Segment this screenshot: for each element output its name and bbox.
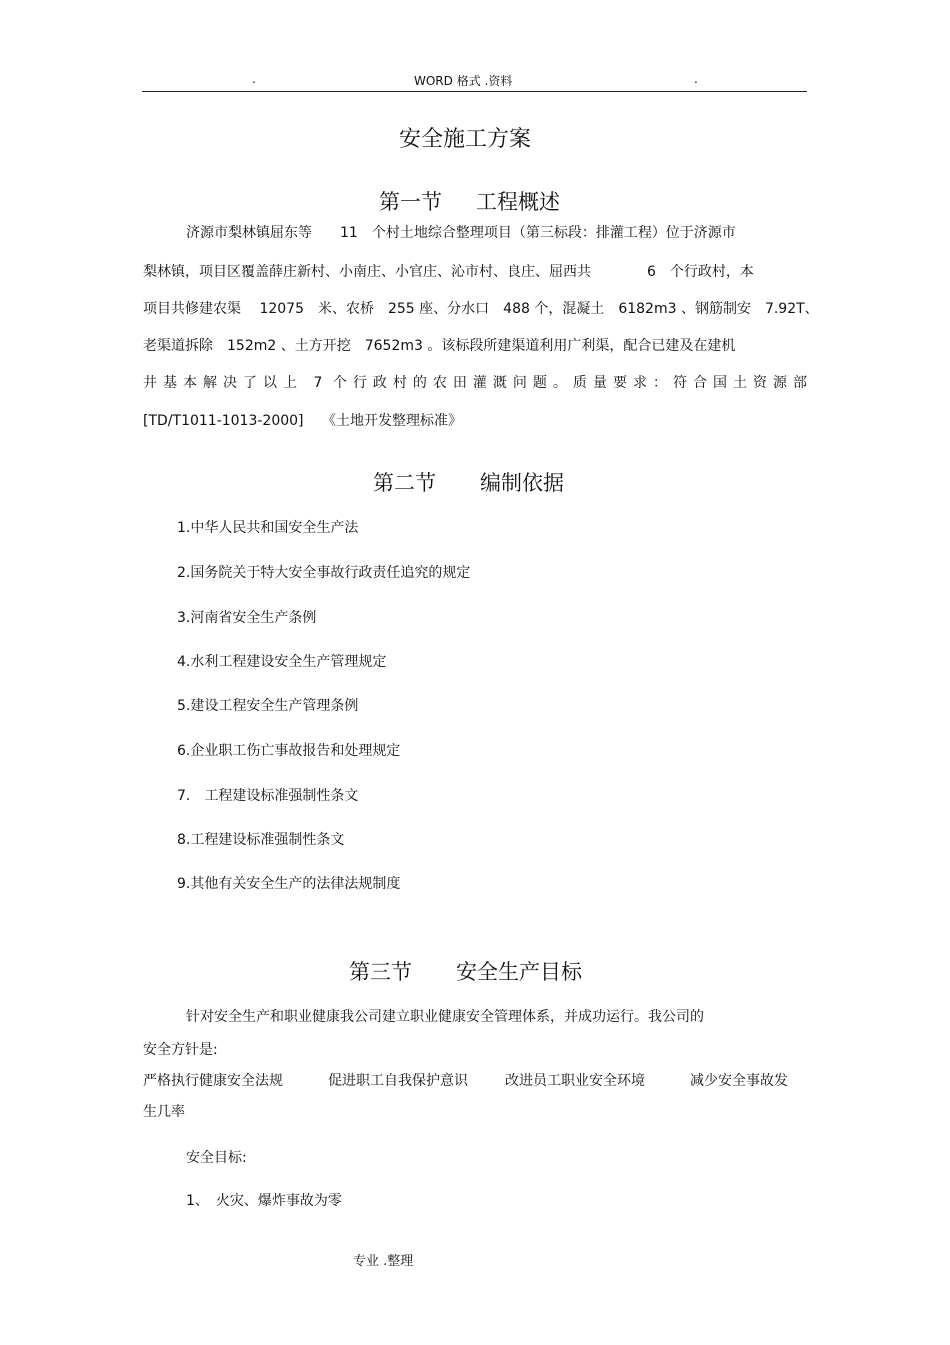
basis-item-1: 1.中华人民共和国安全生产法 [177,520,359,536]
basis-item-8: 8.工程建设标准强制性条文 [177,832,345,848]
section1-line-1: 济源市梨林镇屈东等 11 个村土地综合整理项目（第三标段：排灌工程）位于济源市 [186,225,736,241]
document-title: 安全施工方案 [399,127,532,152]
basis-item-6: 6.企业职工伤亡事故报告和处理规定 [177,743,401,759]
policy-item-1: 严格执行健康安全法规 [143,1073,283,1089]
basis-item-2: 2.国务院关于特大安全事故行政责任追究的规定 [177,565,471,581]
section1-line-6: [TD/T1011-1013-2000] 《土地开发整理标准》 [143,413,462,429]
policy-continuation: 生几率 [143,1104,185,1120]
header-right-dot: . [694,72,698,86]
safety-goal-1: 1、 火灾、爆炸事故为零 [186,1193,342,1209]
section2-heading [373,467,564,497]
basis-item-3: 3.河南省安全生产条例 [177,610,317,626]
header-center-text: WORD 格式 .资料 [414,74,513,88]
basis-item-5: 5.建设工程安全生产管理条例 [177,698,359,714]
policy-item-3: 改进员工职业安全环境 [505,1073,645,1089]
section3-intro-line-2: 安全方针是: [143,1042,218,1058]
safety-goal-label: 安全目标: [186,1150,247,1166]
page-footer: 专业 .整理 [353,1254,414,1269]
section1-line-5: 井基本解决了以上 7 个行政村的农田灌溉问题。质量要求：符合国土资源部 [143,375,807,391]
policy-item-4: 减少安全事故发 [690,1073,788,1089]
header-rule [142,91,807,92]
section3-heading [349,956,582,986]
section1-number: 第一节 [379,190,442,214]
section2-number: 第二节 [373,471,436,495]
section3-number: 第三节 [349,960,412,984]
section1-line-4: 老渠道拆除 152m2 、土方开挖 7652m3 。该标段所建渠道利用广利渠，配合已建及在建机 [143,338,736,354]
basis-item-9: 9.其他有关安全生产的法律法规制度 [177,876,401,892]
section1-line-3: 项目共修建农渠 12075 米、农桥 255 座、分水口 488 个，混凝土 6182m3 、钢筋制安 7.92T、 [143,301,819,317]
section3-name: 安全生产目标 [456,960,582,984]
basis-item-4: 4.水利工程建设安全生产管理规定 [177,654,387,670]
section1-heading [379,186,560,216]
section1-name: 工程概述 [476,190,560,214]
basis-item-7: 7. 工程建设标准强制性条文 [177,788,359,804]
section3-intro-line-1: 针对安全生产和职业健康我公司建立职业健康安全管理体系，并成功运行。我公司的 [186,1009,704,1025]
header-left-dot: . [252,72,256,86]
policy-item-2: 促进职工自我保护意识 [328,1073,468,1089]
section2-name: 编制依据 [480,471,564,495]
section1-line-2: 梨林镇，项目区覆盖薛庄新村、小南庄、小官庄、沁市村、良庄、屈西共 6 个行政村，本 [143,264,754,280]
